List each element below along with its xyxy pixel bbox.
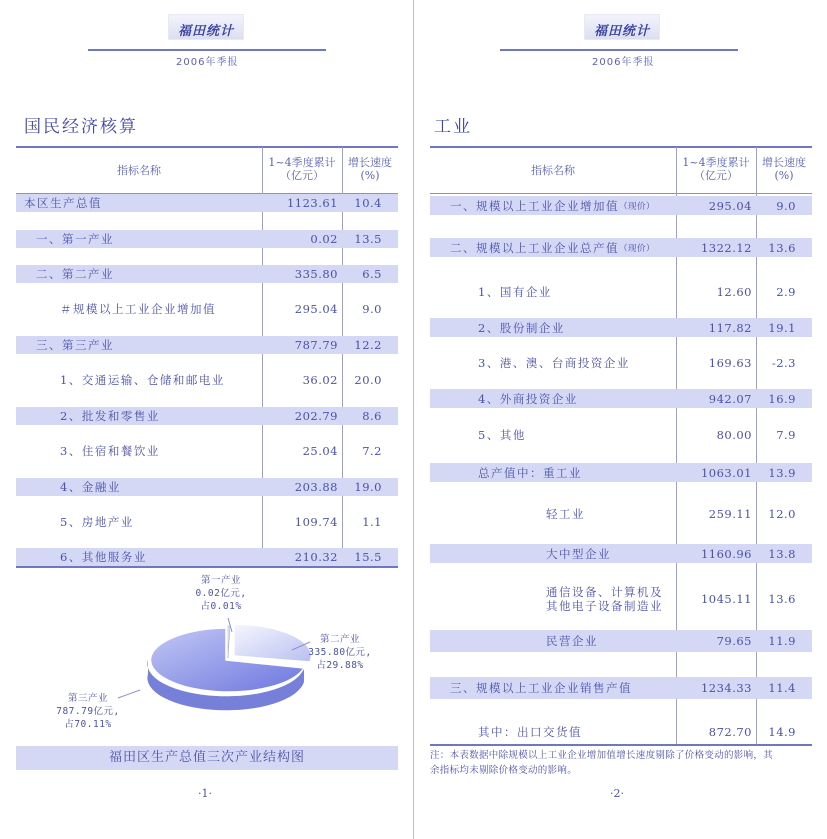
row-label-text: 一、规模以上工业企业增加值 (450, 198, 619, 213)
row-label (450, 196, 655, 215)
row-label: 总产值中：重工业 (478, 465, 582, 480)
row-growth: 13.6 (768, 240, 796, 255)
page-number: ·1· (198, 787, 212, 800)
row-value: 787.79 (294, 338, 338, 352)
row-growth: 9.0 (362, 302, 382, 316)
row-label: 6、其他服务业 (60, 550, 147, 564)
row-value: 1160.96 (700, 546, 752, 561)
row-value: 259.11 (708, 506, 752, 521)
col-header-growth (342, 156, 398, 182)
pie-label-secondary (300, 633, 380, 672)
row-label-text: 二、规模以上工业企业总产值 (450, 240, 619, 255)
pie-label-primary (188, 574, 254, 613)
table-top-rule (430, 146, 812, 148)
row-growth: 15.5 (354, 550, 382, 564)
row-growth: 9.0 (776, 198, 796, 213)
row-growth: 12.0 (768, 506, 796, 521)
table-row (430, 196, 812, 215)
table-row (430, 584, 812, 614)
row-label: 本区生产总值 (24, 196, 102, 210)
table-row (430, 353, 812, 372)
col-header-value-line2: （亿元） (694, 169, 738, 182)
row-value: 335.80 (294, 267, 338, 281)
table-row (16, 478, 398, 496)
table-row (430, 504, 812, 523)
row-growth: 6.5 (362, 267, 382, 281)
row-label: 3、住宿和餐饮业 (60, 444, 160, 458)
row-growth: 20.0 (354, 373, 382, 387)
row-value: 79.65 (716, 634, 752, 648)
row-label: 5、其他 (478, 427, 526, 442)
table-row (16, 371, 398, 389)
header-logo-text: 福田统计 (594, 24, 651, 39)
table-row (430, 677, 812, 699)
table-row (430, 722, 812, 742)
row-growth: 1.1 (362, 515, 382, 529)
col-header-growth-line2: (%) (360, 169, 380, 182)
col-header-value (262, 156, 342, 182)
row-label: 1、国有企业 (478, 284, 552, 299)
row-value: 36.02 (302, 373, 338, 387)
col-header-growth (756, 156, 812, 182)
row-growth: 13.6 (768, 592, 796, 606)
pie-label-name: 第一产业 (200, 575, 241, 586)
footnote-line2: 余指标均未剔除价格变动的影响。 (430, 765, 578, 776)
right-page (414, 0, 827, 839)
table-row (430, 318, 812, 337)
table-row (16, 548, 398, 566)
row-growth: 16.9 (768, 391, 796, 406)
table-col-divider (756, 147, 757, 745)
page-number: ·2· (610, 787, 624, 800)
row-label: 2、股份制企业 (478, 320, 565, 335)
col-header-value-line1: 1~4季度累计 (682, 156, 750, 169)
section-title-national-accounts: 国民经济核算 (24, 117, 138, 137)
header-subtitle: 2006年季报 (592, 57, 655, 68)
table-row (430, 425, 812, 444)
table-row (430, 630, 812, 652)
row-growth: -2.3 (771, 355, 796, 370)
row-value: 0.02 (310, 232, 338, 246)
row-growth: 7.2 (362, 444, 382, 458)
table-row (16, 265, 398, 283)
row-value: 295.04 (294, 302, 338, 316)
table-row (430, 544, 812, 563)
row-value: 1234.33 (700, 681, 752, 695)
section-title-industry: 工业 (434, 117, 472, 137)
table-bottom-rule (430, 744, 812, 746)
row-value: 203.88 (294, 480, 338, 494)
row-growth: 11.9 (768, 634, 796, 648)
col-header-growth-line2: (%) (774, 169, 794, 182)
row-label (450, 238, 655, 257)
row-value: 1123.61 (286, 196, 338, 210)
table-bottom-rule (16, 566, 398, 568)
row-label: 大中型企业 (546, 546, 611, 561)
row-label: ＃规模以上工业企业增加值 (60, 302, 216, 316)
row-label: 4、外商投资企业 (478, 391, 578, 406)
row-growth: 14.9 (768, 725, 796, 739)
col-header-growth-line1: 增长速度 (348, 156, 392, 169)
row-value: 1063.01 (700, 465, 752, 480)
table-col-divider (676, 147, 677, 745)
pie-label-amount: 787.79亿元, (56, 706, 120, 717)
table-row (430, 282, 812, 301)
row-growth: 2.9 (776, 284, 796, 299)
col-header-value-line2: （亿元） (280, 169, 324, 182)
pie-chart-caption: 福田区生产总值三次产业结构图 (16, 746, 398, 770)
row-value: 25.04 (302, 444, 338, 458)
pie-label-name: 第二产业 (319, 634, 360, 645)
col-header-growth-line1: 增长速度 (762, 156, 806, 169)
row-growth: 12.2 (354, 338, 382, 352)
row-value: 169.63 (708, 355, 752, 370)
table-row (16, 230, 398, 248)
row-value: 872.70 (708, 725, 752, 739)
row-label: 1、交通运输、仓储和邮电业 (60, 373, 225, 387)
footnote-line1: 注：本表数据中除规模以上工业企业增加值增长速度剔除了价格变动的影响，其 (430, 750, 774, 761)
table-row (16, 336, 398, 354)
row-value: 80.00 (716, 427, 752, 442)
row-value: 210.32 (294, 550, 338, 564)
row-label-line1: 通信设备、计算机及 (546, 585, 663, 599)
row-growth: 10.4 (354, 196, 382, 210)
row-value: 942.07 (708, 391, 752, 406)
table-row (16, 300, 398, 318)
table-row (430, 238, 812, 257)
table-row (16, 513, 398, 531)
pie-label-amount: 335.80亿元, (308, 647, 372, 658)
pie-label-share: 占70.11% (64, 719, 112, 730)
pie-label-amount: 0.02亿元, (195, 588, 247, 599)
row-label-tag: （现价） (619, 243, 656, 254)
leader-line (228, 618, 232, 632)
row-growth: 19.0 (354, 480, 382, 494)
header-rule (88, 49, 326, 51)
row-label: 5、房地产业 (60, 515, 134, 529)
col-header-name: 指标名称 (531, 164, 575, 177)
row-label: 轻工业 (546, 506, 585, 521)
row-label (546, 584, 663, 614)
pie-label-name: 第三产业 (67, 693, 108, 704)
col-header-value (676, 156, 756, 182)
row-growth: 13.8 (768, 546, 796, 561)
row-label: 二、第二产业 (36, 267, 114, 281)
row-value: 1322.12 (700, 240, 752, 255)
row-label-line2: 其他电子设备制造业 (546, 599, 663, 613)
row-value: 202.79 (294, 409, 338, 423)
row-growth: 11.4 (768, 681, 796, 695)
row-label: 民营企业 (546, 634, 598, 648)
row-label: 2、批发和零售业 (60, 409, 160, 423)
col-header-name: 指标名称 (117, 164, 161, 177)
row-label: 三、规模以上工业企业销售产值 (450, 681, 632, 695)
row-growth: 7.9 (776, 427, 796, 442)
pie-label-share: 占29.88% (316, 660, 364, 671)
row-growth: 13.5 (354, 232, 382, 246)
row-value: 12.60 (716, 284, 752, 299)
header-subtitle: 2006年季报 (176, 57, 239, 68)
row-label-tag: （现价） (619, 201, 656, 212)
row-label: 4、金融业 (60, 480, 121, 494)
table-row (16, 407, 398, 425)
row-value: 109.74 (294, 515, 338, 529)
row-value: 1045.11 (700, 592, 752, 606)
table-row (16, 442, 398, 460)
table-row (16, 194, 398, 212)
header-rule (500, 49, 738, 51)
row-label: 3、港、澳、台商投资企业 (478, 355, 630, 370)
row-growth: 8.6 (362, 409, 382, 423)
row-growth: 13.9 (768, 465, 796, 480)
row-label: 一、第一产业 (36, 232, 114, 246)
table-header-rule (430, 193, 812, 194)
row-value: 117.82 (708, 320, 752, 335)
row-value: 295.04 (708, 198, 752, 213)
pie-label-tertiary (48, 692, 128, 731)
row-growth: 19.1 (768, 320, 796, 335)
table-top-rule (16, 146, 398, 148)
row-label: 三、第三产业 (36, 338, 114, 352)
row-label: 其中：出口交货值 (478, 725, 582, 739)
table-footnote (430, 748, 820, 778)
col-header-value-line1: 1~4季度累计 (268, 156, 336, 169)
table-row (430, 389, 812, 408)
header-logo-text: 福田统计 (178, 24, 235, 39)
pie-label-share: 占0.01% (200, 601, 242, 612)
table-row (430, 463, 812, 482)
